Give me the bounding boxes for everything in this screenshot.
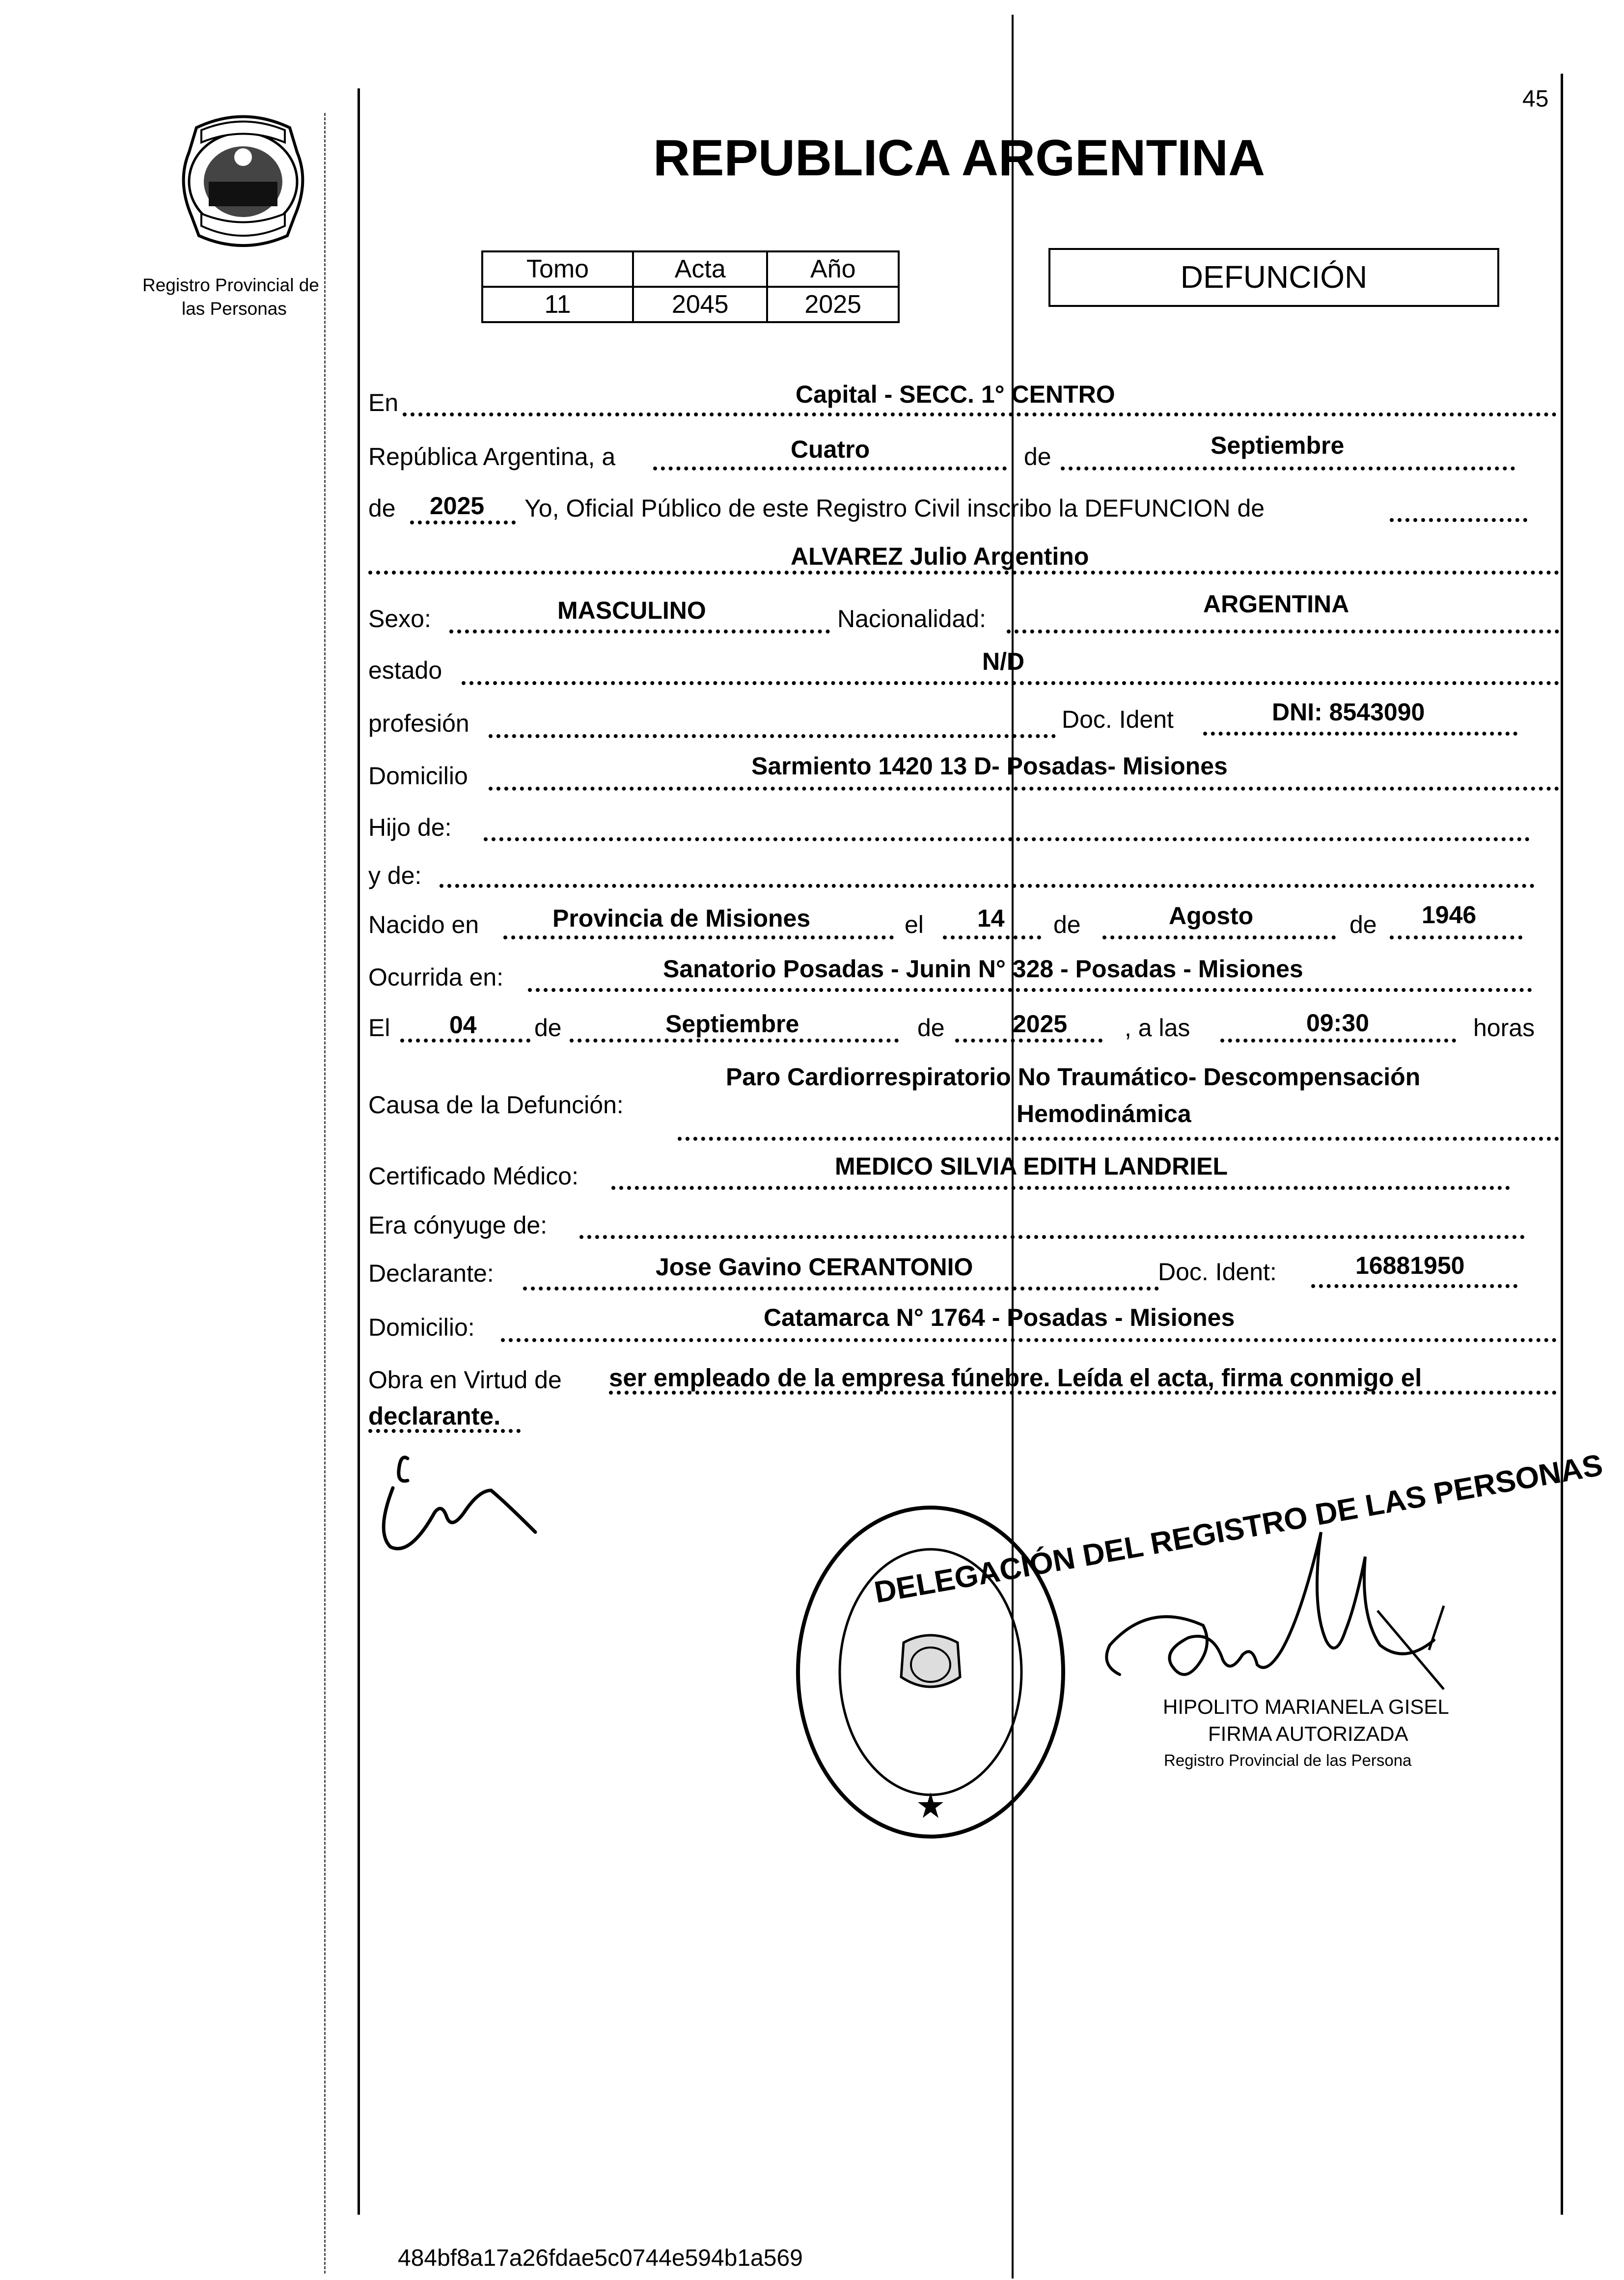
ref-value-tomo: 11 — [482, 287, 633, 322]
value-obra-line2: declarante. — [368, 1402, 501, 1430]
value-hora: 09:30 — [1306, 1009, 1369, 1037]
center-fold-line — [1012, 15, 1014, 2279]
left-margin-line — [358, 88, 360, 2215]
dots-conyuge — [579, 1235, 1525, 1239]
ref-value-acta: 2045 — [633, 287, 767, 322]
value-dia-letras: Cuatro — [791, 436, 870, 463]
value-causa-line2: Hemodinámica — [1017, 1100, 1191, 1127]
label-de-fecha-mes: de — [534, 1014, 562, 1042]
dots-hora — [1220, 1039, 1456, 1043]
value-ocurrida-en: Sanatorio Posadas - Junin N° 328 - Posadas - Misiones — [663, 955, 1303, 983]
page-title: REPUBLICA ARGENTINA — [653, 130, 1266, 187]
right-margin-line — [1561, 74, 1563, 2215]
reference-table — [481, 250, 900, 323]
dots-doc — [1203, 732, 1517, 736]
value-lugar: Capital - SECC. 1° CENTRO — [796, 381, 1115, 408]
dots-ocurrida-en — [528, 988, 1532, 992]
value-nacido-mes: Agosto — [1169, 902, 1254, 930]
value-fecha-mes: Septiembre — [665, 1010, 799, 1038]
dots-domicilio-declarante — [501, 1338, 1557, 1342]
dots-mes — [1061, 467, 1515, 470]
label-ocurrida-en: Ocurrida en: — [368, 963, 504, 991]
value-fecha-dia: 04 — [449, 1011, 477, 1039]
dots-fecha-dia — [400, 1039, 530, 1043]
margin-dash-line — [324, 113, 326, 2274]
dots-y-de — [440, 884, 1535, 888]
value-fecha-anio: 2025 — [1013, 1010, 1068, 1038]
value-declarante-doc: 16881950 — [1355, 1252, 1465, 1279]
dots-nacido-dia — [943, 935, 1041, 939]
value-sexo: MASCULINO — [557, 597, 706, 624]
label-hijo-de: Hijo de: — [368, 814, 452, 841]
label-El: El — [368, 1014, 390, 1042]
label-domicilio: Domicilio — [368, 762, 468, 790]
label-a-las: , a las — [1125, 1014, 1190, 1042]
act-type-box: DEFUNCIÓN — [1048, 248, 1499, 307]
label-declarante: Declarante: — [368, 1260, 494, 1287]
value-domicilio-declarante: Catamarca N° 1764 - Posadas - Misiones — [764, 1304, 1235, 1331]
page-number: 45 — [1522, 86, 1549, 112]
value-domicilio: Sarmiento 1420 13 D- Posadas- Misiones — [751, 752, 1228, 780]
label-causa: Causa de la Defunción: — [368, 1091, 624, 1119]
label-profesion: profesión — [368, 710, 469, 737]
label-estado: estado — [368, 657, 442, 684]
declarant-signature — [373, 1444, 560, 1557]
dots-hijo-de — [484, 837, 1530, 841]
value-obra-line1: ser empleado de la empresa fúnebre. Leída el acta, firma conmigo el — [609, 1364, 1422, 1392]
dots-obra-2 — [368, 1429, 521, 1433]
value-nacionalidad: ARGENTINA — [1203, 590, 1349, 618]
dots-domicilio — [489, 787, 1559, 791]
label-conyuge: Era cónyuge de: — [368, 1211, 548, 1239]
stamp-ring-text: DELEGACIÓN DEL REGISTRO DE LAS PERSONAS — [872, 1448, 1605, 1610]
dots-nacionalidad — [1007, 630, 1559, 633]
dots-dia — [653, 467, 1007, 470]
label-yo: Yo, Oficial Público de este Registro Civil inscribo la DEFUNCION de — [524, 494, 1265, 522]
label-horas: horas — [1473, 1014, 1535, 1042]
label-nacionalidad: Nacionalidad: — [837, 605, 986, 632]
registry-name-line2: las Personas — [182, 299, 287, 319]
label-de-fecha-anio: de — [917, 1014, 945, 1042]
misiones-seal — [162, 108, 324, 255]
ref-header-anio: Año — [767, 251, 899, 287]
label-y-de: y de: — [368, 862, 422, 889]
value-nacido-en: Provincia de Misiones — [552, 905, 811, 932]
dots-obra — [609, 1391, 1557, 1395]
dots-nacido-en — [503, 935, 894, 939]
label-en: En — [368, 389, 399, 416]
registry-name-line1: Registro Provincial de — [142, 275, 319, 295]
label-doc-ident: Doc. Ident — [1062, 706, 1174, 733]
value-nombre: ALVAREZ Julio Argentino — [791, 543, 1089, 570]
label-domicilio-declarante: Domicilio: — [368, 1314, 475, 1341]
value-estado: N/D — [982, 648, 1025, 675]
value-anio: 2025 — [430, 492, 485, 520]
ref-header-acta: Acta — [633, 251, 767, 287]
dots-estado — [462, 681, 1559, 685]
label-de-nacido-anio: de — [1349, 911, 1377, 938]
signatory-name: HIPOLITO MARIANELA GISEL — [1163, 1695, 1449, 1718]
signatory-role: FIRMA AUTORIZADA — [1208, 1722, 1408, 1745]
value-declarante: Jose Gavino CERANTONIO — [656, 1253, 973, 1281]
document-hash: 484bf8a17a26fdae5c0744e594b1a569 — [398, 2245, 803, 2271]
dots-nacido-mes — [1102, 935, 1336, 939]
label-nacido-en: Nacido en — [368, 911, 479, 938]
dots-declarante — [523, 1287, 1159, 1291]
label-el: el — [905, 911, 924, 938]
value-certificado: MEDICO SILVIA EDITH LANDRIEL — [835, 1153, 1228, 1180]
dots-nacido-anio — [1390, 935, 1522, 939]
dots-fecha-anio — [955, 1039, 1102, 1043]
label-de-nacido-mes: de — [1053, 911, 1081, 938]
dots-yo-end — [1390, 518, 1527, 522]
signatory-org: Registro Provincial de las Persona — [1164, 1751, 1412, 1769]
ref-value-anio: 2025 — [767, 287, 899, 322]
label-doc-ident-declarante: Doc. Ident: — [1158, 1258, 1277, 1286]
value-mes: Septiembre — [1211, 432, 1345, 459]
dots-nombre — [368, 571, 1559, 575]
dots-certificado — [611, 1186, 1510, 1190]
dots-sexo — [449, 630, 830, 633]
label-sexo: Sexo: — [368, 605, 431, 632]
value-nacido-anio: 1946 — [1422, 901, 1477, 929]
ref-header-tomo: Tomo — [482, 251, 633, 287]
label-republica: República Argentina, a — [368, 443, 616, 470]
label-obra: Obra en Virtud de — [368, 1366, 562, 1394]
dots-profesion — [489, 734, 1056, 738]
dots-fecha-mes — [570, 1039, 899, 1043]
value-doc: DNI: 8543090 — [1272, 698, 1425, 726]
dots-en — [403, 412, 1557, 416]
label-certificado: Certificado Médico: — [368, 1162, 578, 1190]
value-nacido-dia: 14 — [977, 905, 1005, 932]
value-causa-line1: Paro Cardiorrespiratorio No Traumático- Descompensación — [726, 1063, 1421, 1091]
dots-declarante-doc — [1311, 1284, 1517, 1288]
label-de-anio: de — [368, 494, 396, 522]
dots-causa — [678, 1137, 1559, 1141]
label-de-mes: de — [1024, 443, 1051, 470]
dots-anio — [410, 521, 516, 524]
